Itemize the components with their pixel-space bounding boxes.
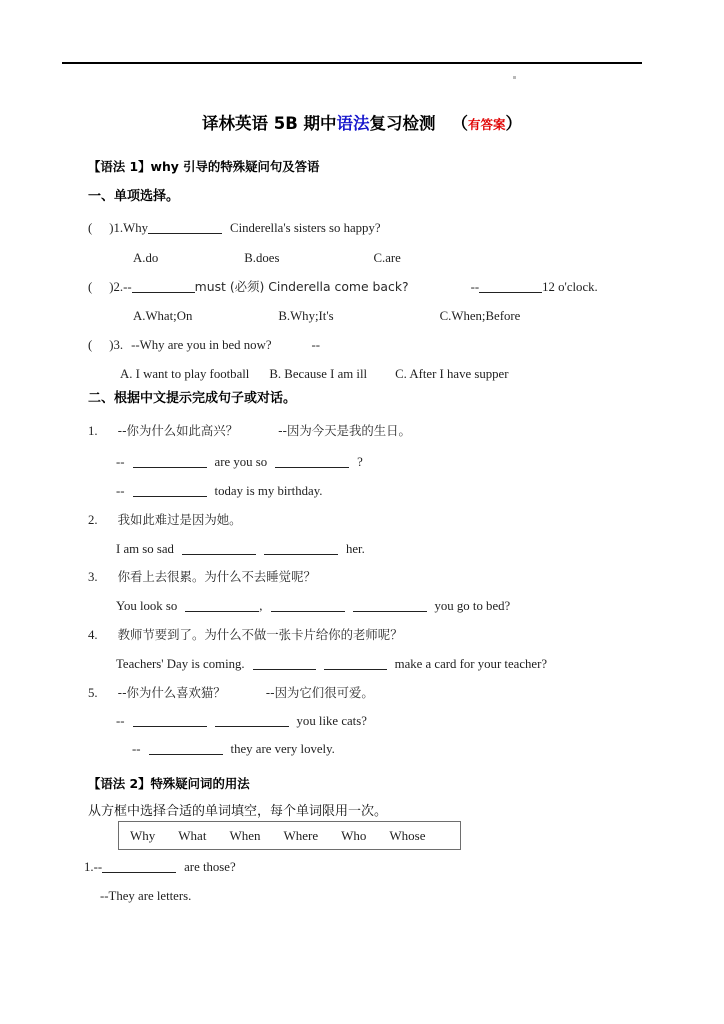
word-bank-item-why[interactable]: Why: [130, 827, 156, 843]
fill-2-number: 2.: [88, 513, 98, 527]
mcq-2-paren-open: (: [88, 280, 93, 294]
fill-2-text-a: I am so sad: [116, 542, 174, 556]
fill-5-l1-dash: --: [116, 714, 125, 728]
word-bank-item-where[interactable]: Where: [283, 827, 319, 843]
fill-5-l1-text: you like cats?: [296, 714, 367, 728]
grammar2-instruction: 从方框中选择合适的单词填空，每个单词限用一次。: [88, 804, 388, 819]
fill-1-l2-text: today is my birthday.: [214, 484, 323, 498]
answer-tag: 有答案: [468, 117, 506, 132]
fill-5-blank-3[interactable]: [149, 743, 223, 755]
mcq-item-1: [88, 221, 381, 235]
fill-1-blank-1[interactable]: [133, 456, 207, 468]
fill-3-comma: ,: [259, 599, 263, 613]
fill-1-l1-end: ?: [357, 455, 363, 469]
word-bank-item-when[interactable]: When: [229, 827, 261, 843]
fill-item-5-prompt: [88, 686, 374, 700]
fill-1-l1-mid: are you so: [214, 455, 268, 469]
mcq-3-paren-close: ): [109, 338, 114, 352]
fill-1-line-1: [116, 455, 363, 469]
mcq-2-option-b[interactable]: B.Why;It's: [278, 309, 334, 323]
page-title: [0, 110, 724, 134]
grammar2-1-text: are those?: [184, 860, 236, 874]
fill-3-blank-2[interactable]: [271, 600, 345, 612]
fill-5-l2-dash: --: [132, 742, 141, 756]
word-bank-item-whose[interactable]: Whose: [389, 827, 426, 843]
word-bank-item-who[interactable]: Who: [341, 827, 367, 843]
mcq-1-paren-close: ): [109, 221, 114, 235]
fill-4-blank-1[interactable]: [253, 658, 316, 670]
grammar1-heading: 【语法 1】why 引导的特殊疑问句及答语: [88, 159, 320, 174]
mcq-1-paren-open: (: [88, 221, 93, 235]
grammar2-item-1-answer: --They are letters.: [100, 889, 192, 903]
fill-1-blank-3[interactable]: [133, 485, 207, 497]
fill-5-cn-question: --你为什么喜欢猫？: [117, 685, 226, 700]
fill-3-line: [116, 599, 510, 613]
grammar2-1-blank[interactable]: [102, 861, 176, 873]
header-divider: [62, 62, 642, 64]
fill-5-number: 5.: [88, 686, 98, 700]
mcq-1-stem-before: Why: [123, 221, 149, 235]
title-paren-close: ）: [505, 114, 523, 133]
title-part-3: 复习检测: [369, 114, 436, 133]
mcq-2-dash-after: --: [470, 280, 480, 294]
mcq-2-stem-tail: 12 o'clock.: [542, 280, 598, 294]
mcq-2-option-a[interactable]: A.What;On: [133, 309, 193, 323]
fill-1-cn-question: --你为什么如此高兴？: [117, 423, 239, 438]
title-paren-open: （: [451, 114, 469, 133]
fill-5-blank-2[interactable]: [215, 715, 289, 727]
fill-5-cn-answer: --因为它们很可爱。: [265, 685, 374, 700]
mcq-item-2: [88, 280, 598, 294]
fill-3-blank-3[interactable]: [353, 600, 427, 612]
fill-5-blank-1[interactable]: [133, 715, 207, 727]
mcq-1-option-b[interactable]: B.does: [244, 251, 280, 265]
mcq-1-number: 1.: [113, 221, 124, 235]
fill-item-2-prompt: [88, 513, 242, 527]
mcq-1-option-c[interactable]: C.are: [373, 251, 401, 265]
fill-item-4-prompt: [88, 628, 403, 642]
mcq-3-option-b[interactable]: B. Because I am ill: [269, 367, 368, 381]
fill-3-text-b: you go to bed?: [434, 599, 511, 613]
fill-5-line-2: [132, 742, 335, 756]
fill-1-number: 1.: [88, 424, 98, 438]
fill-4-line: [116, 657, 547, 671]
grammar2-item-1: [84, 860, 236, 874]
header-mark-dot: [513, 76, 516, 79]
fill-4-text-a: Teachers' Day is coming.: [116, 657, 245, 671]
mcq-2-number: 2.: [113, 280, 124, 294]
mcq-3-paren-open: (: [88, 338, 93, 352]
fill-4-number: 4.: [88, 628, 98, 642]
word-bank-item-what[interactable]: What: [178, 827, 207, 843]
fill-4-cn: 教师节要到了。为什么不做一张卡片给你的老师呢？: [117, 627, 403, 642]
fill-2-text-b: her.: [345, 542, 365, 556]
fill-5-l2-text: they are very lovely.: [230, 742, 335, 756]
fill-5-line-1: [116, 714, 367, 728]
mcq-1-options: [133, 251, 401, 265]
fill-item-1-prompt: [88, 424, 411, 438]
mcq-3-option-c[interactable]: C. After I have supper: [395, 367, 509, 381]
word-bank-list: [119, 822, 460, 849]
mcq-3-dash: --: [311, 338, 321, 352]
mcq-2-paren-close: ): [109, 280, 114, 294]
fill-2-blank-2[interactable]: [264, 543, 338, 555]
mcq-2-blank-1[interactable]: [132, 281, 195, 293]
fill-4-text-b: make a card for your teacher?: [394, 657, 548, 671]
mcq-1-stem-after: Cinderella's sisters so happy?: [230, 221, 381, 235]
fill-1-l2-dash: --: [116, 484, 125, 498]
mcq-item-3: [88, 338, 320, 352]
mcq-2-dash-before: --: [123, 280, 132, 294]
fill-2-line: [116, 542, 365, 556]
fill-2-blank-1[interactable]: [182, 543, 256, 555]
title-part-1: 译林英语 5B 期中: [201, 114, 337, 133]
mcq-3-stem: --Why are you in bed now?: [131, 338, 272, 352]
grammar2-1-number: 1.--: [84, 860, 103, 874]
fill-1-line-2: [116, 484, 322, 498]
mcq-2-blank-2[interactable]: [479, 281, 542, 293]
mcq-2-options: [133, 309, 520, 323]
fill-2-cn: 我如此难过是因为她。: [117, 512, 242, 527]
mcq-2-stem-mid: must (必须) Cinderella come back?: [194, 279, 409, 294]
fill-1-l1-dash: --: [116, 455, 125, 469]
fill-1-blank-2[interactable]: [275, 456, 349, 468]
fill-4-blank-2[interactable]: [324, 658, 387, 670]
fill-item-3-prompt: [88, 570, 316, 584]
fill-3-blank-1[interactable]: [185, 600, 259, 612]
mcq-3-number: 3.: [113, 338, 124, 352]
mcq-1-blank[interactable]: [148, 222, 222, 234]
fill-3-number: 3.: [88, 570, 98, 584]
word-bank-box: [118, 821, 461, 850]
mcq-3-options: [120, 367, 508, 381]
grammar1-section2-title: 二、根据中文提示完成句子或对话。: [88, 391, 297, 406]
mcq-2-option-c[interactable]: C.When;Before: [439, 309, 521, 323]
fill-3-cn: 你看上去很累。为什么不去睡觉呢？: [117, 569, 316, 584]
mcq-3-option-a[interactable]: A. I want to play football: [120, 367, 250, 381]
title-part-grammar: 语法: [336, 114, 370, 133]
grammar2-heading: 【语法 2】特殊疑问词的用法: [88, 776, 250, 791]
mcq-1-option-a[interactable]: A.do: [133, 251, 159, 265]
fill-3-text-a: You look so: [116, 599, 178, 613]
fill-1-cn-answer: --因为今天是我的生日。: [278, 423, 411, 438]
grammar1-section1-title: 一、单项选择。: [88, 189, 180, 204]
